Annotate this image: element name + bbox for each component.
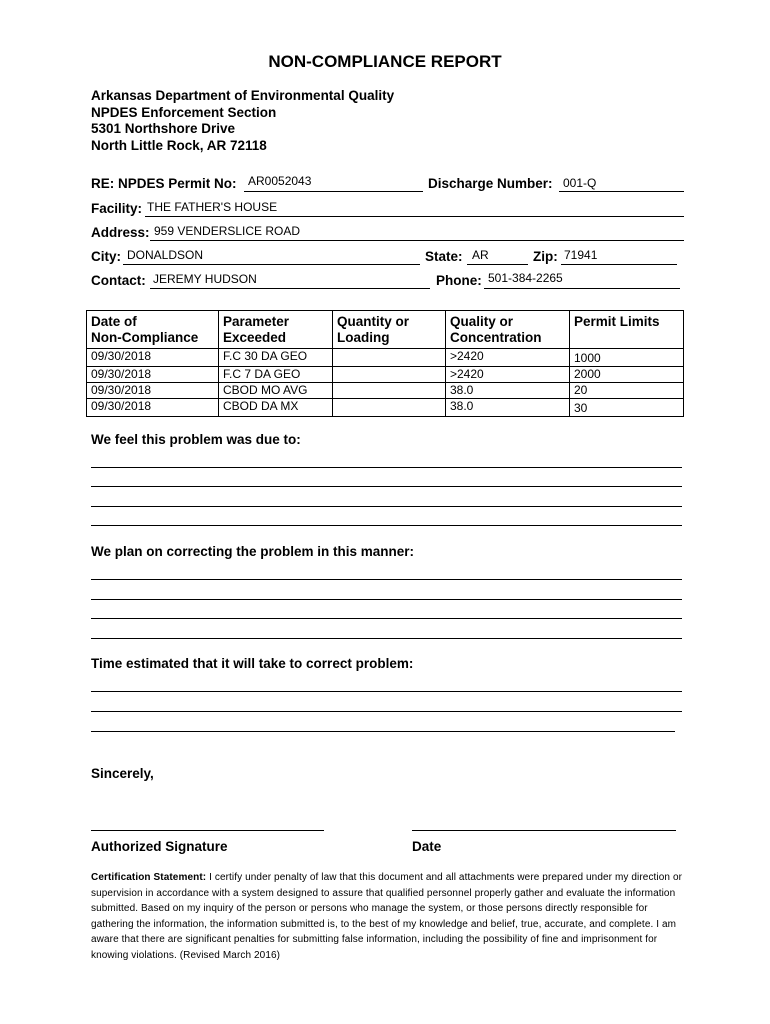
city-field[interactable]: DONALDSON	[127, 248, 204, 262]
header-quality-line1: Quality or	[450, 314, 514, 329]
cause-line-2[interactable]	[91, 486, 682, 487]
phone-underline	[484, 288, 680, 289]
cell-quality[interactable]: 38.0	[446, 383, 570, 399]
cell-parameter[interactable]: F.C 7 DA GEO	[219, 367, 333, 383]
header-limits-line1: Permit Limits	[574, 314, 660, 329]
state-field[interactable]: AR	[472, 248, 489, 262]
header-quantity-line1: Quantity or	[337, 314, 410, 329]
discharge-label: Discharge Number:	[428, 176, 553, 191]
state-underline	[467, 264, 528, 265]
certification-text: I certify under penalty of law that this document and all attachments were prepared under my direction or supervision in accordance with a system designed to assure that qualified personnel properly gather and evaluate the information submitted. Based on my inquiry of the person or persons who manage the system, or those persons directly responsible for gathering the information, the information submitted is, to the best of my knowledge and belief, true, accurate, and complete. I am aware that there are significant penalties for submitting false information, including the possibility of fine and imprisonment for knowing violations. (Revised March 2016)	[91, 872, 683, 961]
agency-street: 5301 Northshore Drive	[91, 121, 236, 136]
plan-line-1[interactable]	[91, 579, 682, 580]
cell-quantity[interactable]	[333, 349, 446, 367]
time-line-1[interactable]	[91, 691, 682, 692]
permit-label: RE: NPDES Permit No:	[91, 176, 237, 191]
plan-heading: We plan on correcting the problem in this manner:	[91, 544, 415, 559]
cell-quality[interactable]: >2420	[446, 367, 570, 383]
cell-date[interactable]: 09/30/2018	[87, 349, 219, 367]
cell-quality[interactable]: >2420	[446, 349, 570, 367]
discharge-number-field[interactable]: 001-Q	[563, 176, 597, 190]
facility-label: Facility:	[91, 201, 143, 216]
cell-quantity[interactable]	[333, 367, 446, 383]
cell-parameter[interactable]: CBOD MO AVG	[219, 383, 333, 399]
certification-statement	[91, 870, 688, 963]
cause-line-3[interactable]	[91, 506, 682, 507]
table-row	[87, 367, 684, 383]
table-header-row	[87, 311, 684, 349]
cell-limit[interactable]: 20	[570, 383, 684, 399]
date-line[interactable]	[412, 830, 676, 831]
phone-field[interactable]: 501-384-2265	[488, 271, 563, 285]
plan-line-4[interactable]	[91, 638, 682, 639]
address-field[interactable]: 959 VENDERSLICE ROAD	[154, 224, 301, 238]
header-quality	[446, 311, 570, 349]
cell-parameter[interactable]: CBOD DA MX	[219, 399, 333, 417]
time-line-2[interactable]	[91, 711, 682, 712]
contact-field[interactable]: JEREMY HUDSON	[153, 272, 257, 286]
header-quantity	[333, 311, 446, 349]
phone-label: Phone:	[436, 273, 482, 288]
permit-number-field[interactable]: AR0052043	[248, 174, 312, 188]
date-label: Date	[412, 839, 442, 854]
cause-line-1[interactable]	[91, 467, 682, 468]
cell-quantity[interactable]	[333, 383, 446, 399]
table-row	[87, 349, 684, 367]
state-label: State:	[425, 249, 463, 264]
agency-address-block	[91, 88, 394, 154]
header-parameter	[219, 311, 333, 349]
plan-line-3[interactable]	[91, 618, 682, 619]
header-date	[87, 311, 219, 349]
table-row	[87, 399, 684, 417]
time-line-3[interactable]	[91, 731, 675, 732]
agency-city: North Little Rock, AR 72118	[91, 137, 267, 153]
table-row	[87, 383, 684, 399]
city-underline	[123, 264, 420, 265]
header-date-line1: Date of	[91, 314, 137, 329]
contact-label: Contact:	[91, 273, 146, 288]
cell-limit[interactable]: 1000	[570, 349, 684, 367]
zip-label: Zip:	[533, 249, 558, 264]
sincerely-text: Sincerely,	[91, 766, 154, 781]
header-parameter-line1: Parameter	[223, 314, 290, 329]
signature-line[interactable]	[91, 830, 324, 831]
cause-line-4[interactable]	[91, 525, 682, 526]
header-quality-line2: Concentration	[450, 330, 542, 345]
discharge-underline	[559, 191, 684, 192]
header-limits	[570, 311, 684, 349]
report-title: NON-COMPLIANCE REPORT	[268, 52, 502, 71]
agency-section: NPDES Enforcement Section	[91, 104, 277, 120]
facility-underline	[145, 216, 684, 217]
cell-quality[interactable]: 38.0	[446, 399, 570, 417]
permit-underline	[244, 191, 423, 192]
header-date-line2: Non-Compliance	[91, 330, 199, 345]
cell-limit[interactable]: 30	[570, 399, 684, 417]
cause-heading: We feel this problem was due to:	[91, 432, 301, 447]
city-label: City:	[91, 249, 121, 264]
facility-field[interactable]: THE FATHER'S HOUSE	[147, 200, 278, 214]
plan-line-2[interactable]	[91, 599, 682, 600]
signature-label: Authorized Signature	[91, 839, 228, 854]
address-underline	[150, 240, 684, 241]
zip-underline	[561, 264, 677, 265]
header-quantity-line2: Loading	[337, 330, 390, 345]
cell-date[interactable]: 09/30/2018	[87, 367, 219, 383]
zip-field[interactable]: 71941	[564, 248, 598, 262]
cell-parameter[interactable]: F.C 30 DA GEO	[219, 349, 333, 367]
cell-date[interactable]: 09/30/2018	[87, 399, 219, 417]
cell-limit[interactable]: 2000	[570, 367, 684, 383]
time-heading: Time estimated that it will take to correct problem:	[91, 656, 414, 671]
certification-label: Certification Statement:	[91, 872, 207, 883]
header-parameter-line2: Exceeded	[223, 330, 287, 345]
contact-underline	[150, 288, 430, 289]
agency-name: Arkansas Department of Environmental Quality	[91, 88, 395, 103]
address-label: Address:	[91, 225, 150, 240]
cell-quantity[interactable]	[333, 399, 446, 417]
non-compliance-table	[86, 310, 684, 417]
cell-date[interactable]: 09/30/2018	[87, 383, 219, 399]
